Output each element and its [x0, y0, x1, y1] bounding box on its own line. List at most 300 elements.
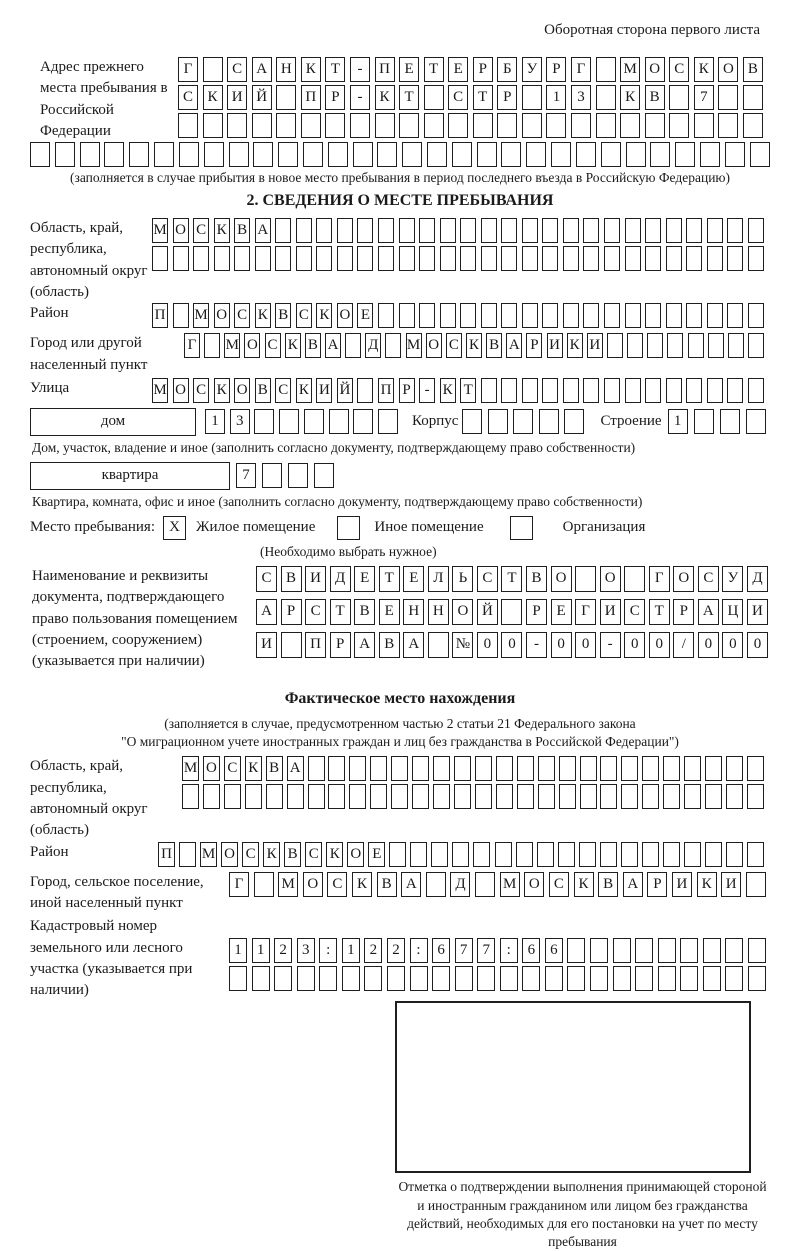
char-cell[interactable]: О — [337, 303, 353, 328]
char-cell[interactable]: О — [645, 57, 665, 82]
char-cell[interactable] — [419, 246, 435, 271]
char-cell[interactable]: Е — [448, 57, 468, 82]
char-cell[interactable]: - — [350, 57, 370, 82]
char-cell[interactable]: Е — [379, 599, 400, 625]
char-cell[interactable] — [604, 218, 620, 243]
char-cell[interactable] — [496, 784, 513, 809]
char-cell[interactable]: В — [379, 632, 400, 658]
char-cell[interactable] — [600, 784, 617, 809]
char-cell[interactable]: К — [620, 85, 640, 110]
char-cell[interactable] — [173, 246, 189, 271]
char-cell[interactable] — [669, 85, 689, 110]
char-cell[interactable] — [726, 784, 743, 809]
char-cell[interactable] — [475, 784, 492, 809]
char-cell[interactable] — [328, 756, 345, 781]
char-cell[interactable]: О — [303, 872, 323, 897]
char-cell[interactable]: К — [375, 85, 395, 110]
char-cell[interactable] — [224, 784, 241, 809]
char-cell[interactable]: С — [327, 872, 347, 897]
char-cell[interactable] — [308, 784, 325, 809]
char-cell[interactable]: Т — [330, 599, 351, 625]
char-cell[interactable] — [426, 872, 446, 897]
char-cell[interactable] — [460, 303, 476, 328]
char-cell[interactable]: Р — [673, 599, 694, 625]
char-cell[interactable] — [288, 463, 308, 488]
char-cell[interactable] — [475, 756, 492, 781]
char-cell[interactable] — [419, 303, 435, 328]
char-cell[interactable]: А — [287, 756, 304, 781]
char-cell[interactable] — [495, 842, 512, 867]
char-cell[interactable]: А — [401, 872, 421, 897]
char-cell[interactable] — [625, 378, 641, 403]
char-cell[interactable] — [663, 756, 680, 781]
char-cell[interactable] — [596, 113, 616, 138]
char-cell[interactable]: 0 — [575, 632, 596, 658]
char-cell[interactable] — [497, 113, 517, 138]
char-cell[interactable] — [488, 409, 508, 434]
char-cell[interactable]: Б — [497, 57, 517, 82]
char-cell[interactable] — [353, 409, 373, 434]
char-cell[interactable] — [580, 784, 597, 809]
char-cell[interactable]: 2 — [364, 938, 382, 963]
char-cell[interactable] — [542, 303, 558, 328]
char-cell[interactable]: О — [426, 333, 442, 358]
char-cell[interactable]: В — [275, 303, 291, 328]
char-cell[interactable] — [666, 218, 682, 243]
char-cell[interactable]: Р — [330, 632, 351, 658]
char-cell[interactable] — [700, 142, 720, 167]
char-cell[interactable]: С — [265, 333, 281, 358]
char-cell[interactable] — [517, 756, 534, 781]
stay-type-checkbox-residential[interactable]: X — [163, 516, 186, 540]
char-cell[interactable]: У — [722, 566, 743, 592]
char-cell[interactable]: С — [275, 378, 291, 403]
char-cell[interactable] — [281, 632, 302, 658]
char-cell[interactable] — [647, 333, 663, 358]
char-cell[interactable] — [254, 872, 274, 897]
char-cell[interactable] — [663, 784, 680, 809]
char-cell[interactable]: Д — [747, 566, 768, 592]
char-cell[interactable] — [688, 333, 704, 358]
char-cell[interactable]: В — [598, 872, 618, 897]
char-cell[interactable]: К — [214, 218, 230, 243]
char-cell[interactable] — [304, 409, 324, 434]
char-cell[interactable] — [748, 966, 766, 991]
char-cell[interactable] — [626, 142, 646, 167]
char-cell[interactable] — [542, 218, 558, 243]
char-cell[interactable] — [604, 303, 620, 328]
char-cell[interactable]: Р — [526, 333, 542, 358]
char-cell[interactable] — [669, 113, 689, 138]
char-cell[interactable]: С — [624, 599, 645, 625]
char-cell[interactable] — [590, 938, 608, 963]
char-cell[interactable]: К — [352, 872, 372, 897]
char-cell[interactable] — [720, 409, 740, 434]
char-cell[interactable] — [337, 246, 353, 271]
char-cell[interactable] — [378, 303, 394, 328]
char-cell[interactable]: С — [193, 378, 209, 403]
char-cell[interactable] — [203, 57, 223, 82]
char-cell[interactable]: А — [256, 599, 277, 625]
char-cell[interactable] — [245, 784, 262, 809]
char-cell[interactable]: О — [244, 333, 260, 358]
char-cell[interactable] — [279, 409, 299, 434]
char-cell[interactable] — [746, 409, 766, 434]
char-cell[interactable] — [743, 113, 763, 138]
char-cell[interactable]: Р — [281, 599, 302, 625]
char-cell[interactable]: А — [252, 57, 272, 82]
char-cell[interactable] — [391, 756, 408, 781]
char-cell[interactable] — [345, 333, 361, 358]
char-cell[interactable] — [645, 113, 665, 138]
char-cell[interactable] — [460, 218, 476, 243]
char-cell[interactable] — [325, 113, 345, 138]
char-cell[interactable] — [703, 938, 721, 963]
char-cell[interactable]: С — [448, 85, 468, 110]
char-cell[interactable] — [718, 85, 738, 110]
char-cell[interactable] — [707, 303, 723, 328]
char-cell[interactable] — [481, 303, 497, 328]
char-cell[interactable]: 1 — [668, 409, 688, 434]
char-cell[interactable] — [546, 113, 566, 138]
char-cell[interactable]: В — [743, 57, 763, 82]
char-cell[interactable] — [728, 333, 744, 358]
char-cell[interactable]: С — [446, 333, 462, 358]
char-cell[interactable] — [621, 784, 638, 809]
char-cell[interactable] — [563, 246, 579, 271]
char-cell[interactable] — [378, 246, 394, 271]
char-cell[interactable]: М — [193, 303, 209, 328]
char-cell[interactable]: Т — [325, 57, 345, 82]
char-cell[interactable]: Е — [551, 599, 572, 625]
char-cell[interactable]: Т — [649, 599, 670, 625]
char-cell[interactable] — [705, 842, 722, 867]
char-cell[interactable] — [477, 142, 497, 167]
char-cell[interactable]: С — [234, 303, 250, 328]
char-cell[interactable] — [173, 303, 189, 328]
char-cell[interactable] — [410, 966, 428, 991]
char-cell[interactable] — [254, 409, 274, 434]
char-cell[interactable]: 0 — [649, 632, 670, 658]
char-cell[interactable] — [319, 966, 337, 991]
char-cell[interactable] — [255, 246, 271, 271]
char-cell[interactable] — [743, 85, 763, 110]
char-cell[interactable] — [455, 966, 473, 991]
char-cell[interactable]: О — [234, 378, 250, 403]
char-cell[interactable] — [567, 938, 585, 963]
char-cell[interactable] — [624, 566, 645, 592]
char-cell[interactable] — [427, 142, 447, 167]
char-cell[interactable] — [353, 142, 373, 167]
char-cell[interactable] — [708, 333, 724, 358]
char-cell[interactable] — [308, 756, 325, 781]
char-cell[interactable]: 0 — [477, 632, 498, 658]
char-cell[interactable]: К — [697, 872, 717, 897]
char-cell[interactable]: П — [301, 85, 321, 110]
char-cell[interactable] — [30, 142, 50, 167]
char-cell[interactable] — [266, 784, 283, 809]
char-cell[interactable]: В — [354, 599, 375, 625]
char-cell[interactable] — [433, 756, 450, 781]
char-cell[interactable] — [684, 756, 701, 781]
char-cell[interactable] — [703, 966, 721, 991]
char-cell[interactable] — [522, 378, 538, 403]
char-cell[interactable]: М — [278, 872, 298, 897]
char-cell[interactable]: Р — [473, 57, 493, 82]
char-cell[interactable] — [747, 756, 764, 781]
char-cell[interactable]: Г — [184, 333, 200, 358]
char-cell[interactable] — [234, 246, 250, 271]
char-cell[interactable]: / — [673, 632, 694, 658]
stay-type-checkbox-organization[interactable] — [510, 516, 533, 540]
char-cell[interactable]: К — [203, 85, 223, 110]
char-cell[interactable] — [350, 113, 370, 138]
char-cell[interactable] — [328, 784, 345, 809]
char-cell[interactable]: 0 — [624, 632, 645, 658]
char-cell[interactable] — [399, 113, 419, 138]
char-cell[interactable]: Н — [276, 57, 296, 82]
char-cell[interactable]: К — [214, 378, 230, 403]
char-cell[interactable] — [513, 409, 533, 434]
char-cell[interactable]: К — [285, 333, 301, 358]
char-cell[interactable] — [154, 142, 174, 167]
char-cell[interactable]: П — [305, 632, 326, 658]
char-cell[interactable]: 2 — [387, 938, 405, 963]
char-cell[interactable] — [725, 966, 743, 991]
char-cell[interactable] — [287, 784, 304, 809]
char-cell[interactable]: А — [354, 632, 375, 658]
char-cell[interactable]: М — [182, 756, 199, 781]
char-cell[interactable] — [274, 966, 292, 991]
char-cell[interactable]: В — [377, 872, 397, 897]
char-cell[interactable]: К — [567, 333, 583, 358]
char-cell[interactable]: П — [152, 303, 168, 328]
char-cell[interactable]: С — [296, 303, 312, 328]
char-cell[interactable] — [538, 756, 555, 781]
char-cell[interactable]: С — [549, 872, 569, 897]
char-cell[interactable]: 7 — [694, 85, 714, 110]
char-cell[interactable]: И — [227, 85, 247, 110]
char-cell[interactable] — [179, 142, 199, 167]
char-cell[interactable] — [349, 756, 366, 781]
char-cell[interactable]: В — [645, 85, 665, 110]
char-cell[interactable]: Ц — [722, 599, 743, 625]
char-cell[interactable]: К — [255, 303, 271, 328]
char-cell[interactable]: Р — [325, 85, 345, 110]
char-cell[interactable] — [571, 113, 591, 138]
char-cell[interactable]: О — [221, 842, 238, 867]
char-cell[interactable] — [576, 142, 596, 167]
char-cell[interactable] — [575, 566, 596, 592]
char-cell[interactable] — [583, 303, 599, 328]
char-cell[interactable] — [424, 85, 444, 110]
char-cell[interactable]: А — [698, 599, 719, 625]
char-cell[interactable] — [522, 113, 542, 138]
char-cell[interactable] — [620, 113, 640, 138]
char-cell[interactable]: В — [234, 218, 250, 243]
char-cell[interactable] — [747, 784, 764, 809]
char-cell[interactable]: Е — [368, 842, 385, 867]
char-cell[interactable] — [227, 113, 247, 138]
char-cell[interactable] — [725, 142, 745, 167]
char-cell[interactable] — [55, 142, 75, 167]
char-cell[interactable] — [748, 218, 764, 243]
char-cell[interactable]: Р — [546, 57, 566, 82]
char-cell[interactable]: Г — [571, 57, 591, 82]
char-cell[interactable]: 0 — [551, 632, 572, 658]
char-cell[interactable]: Р — [526, 599, 547, 625]
char-cell[interactable] — [357, 378, 373, 403]
char-cell[interactable]: М — [152, 218, 168, 243]
char-cell[interactable] — [399, 246, 415, 271]
char-cell[interactable]: П — [158, 842, 175, 867]
char-cell[interactable] — [337, 218, 353, 243]
char-cell[interactable] — [399, 303, 415, 328]
char-cell[interactable] — [262, 463, 282, 488]
char-cell[interactable] — [275, 246, 291, 271]
char-cell[interactable] — [526, 142, 546, 167]
char-cell[interactable]: 6 — [545, 938, 563, 963]
char-cell[interactable]: С — [256, 566, 277, 592]
char-cell[interactable] — [645, 246, 661, 271]
char-cell[interactable] — [625, 218, 641, 243]
char-cell[interactable]: С — [698, 566, 719, 592]
char-cell[interactable] — [645, 378, 661, 403]
char-cell[interactable]: И — [256, 632, 277, 658]
char-cell[interactable] — [501, 246, 517, 271]
char-cell[interactable] — [625, 303, 641, 328]
char-cell[interactable] — [667, 333, 683, 358]
char-cell[interactable] — [563, 378, 579, 403]
char-cell[interactable] — [501, 142, 521, 167]
char-cell[interactable] — [203, 113, 223, 138]
char-cell[interactable]: Й — [337, 378, 353, 403]
char-cell[interactable] — [747, 842, 764, 867]
char-cell[interactable] — [686, 218, 702, 243]
char-cell[interactable]: Е — [399, 57, 419, 82]
char-cell[interactable] — [357, 246, 373, 271]
char-cell[interactable] — [477, 966, 495, 991]
char-cell[interactable]: В — [266, 756, 283, 781]
char-cell[interactable] — [252, 966, 270, 991]
char-cell[interactable]: Р — [399, 378, 415, 403]
char-cell[interactable]: 1 — [252, 938, 270, 963]
char-cell[interactable] — [385, 333, 401, 358]
char-cell[interactable] — [607, 333, 623, 358]
char-cell[interactable]: 7 — [236, 463, 256, 488]
char-cell[interactable]: С — [178, 85, 198, 110]
char-cell[interactable]: 6 — [432, 938, 450, 963]
char-cell[interactable]: И — [600, 599, 621, 625]
char-cell[interactable]: 1 — [229, 938, 247, 963]
char-cell[interactable] — [707, 246, 723, 271]
char-cell[interactable]: Г — [229, 872, 249, 897]
char-cell[interactable]: Л — [428, 566, 449, 592]
char-cell[interactable] — [301, 113, 321, 138]
char-cell[interactable] — [402, 142, 422, 167]
char-cell[interactable]: Т — [460, 378, 476, 403]
char-cell[interactable] — [432, 966, 450, 991]
char-cell[interactable]: Й — [477, 599, 498, 625]
char-cell[interactable] — [462, 409, 482, 434]
char-cell[interactable]: О — [524, 872, 544, 897]
char-cell[interactable]: : — [500, 938, 518, 963]
char-cell[interactable]: И — [747, 599, 768, 625]
char-cell[interactable]: К — [296, 378, 312, 403]
char-cell[interactable] — [297, 966, 315, 991]
char-cell[interactable] — [645, 218, 661, 243]
char-cell[interactable]: С — [477, 566, 498, 592]
char-cell[interactable] — [501, 378, 517, 403]
char-cell[interactable]: 7 — [477, 938, 495, 963]
char-cell[interactable] — [229, 142, 249, 167]
char-cell[interactable] — [204, 142, 224, 167]
char-cell[interactable] — [522, 303, 538, 328]
char-cell[interactable]: Д — [365, 333, 381, 358]
char-cell[interactable]: - — [526, 632, 547, 658]
char-cell[interactable] — [475, 872, 495, 897]
char-cell[interactable] — [663, 842, 680, 867]
char-cell[interactable] — [621, 842, 638, 867]
char-cell[interactable] — [440, 218, 456, 243]
char-cell[interactable] — [684, 784, 701, 809]
char-cell[interactable] — [658, 966, 676, 991]
char-cell[interactable]: К — [326, 842, 343, 867]
char-cell[interactable] — [600, 842, 617, 867]
char-cell[interactable]: М — [200, 842, 217, 867]
char-cell[interactable]: С — [193, 218, 209, 243]
char-cell[interactable] — [182, 784, 199, 809]
char-cell[interactable]: Й — [252, 85, 272, 110]
char-cell[interactable] — [276, 113, 296, 138]
char-cell[interactable]: Т — [501, 566, 522, 592]
char-cell[interactable] — [428, 632, 449, 658]
char-cell[interactable] — [635, 938, 653, 963]
char-cell[interactable] — [448, 113, 468, 138]
char-cell[interactable] — [559, 784, 576, 809]
char-cell[interactable] — [500, 966, 518, 991]
char-cell[interactable]: 1 — [546, 85, 566, 110]
char-cell[interactable] — [178, 113, 198, 138]
char-cell[interactable] — [329, 409, 349, 434]
char-cell[interactable]: С — [305, 842, 322, 867]
char-cell[interactable]: М — [620, 57, 640, 82]
char-cell[interactable] — [707, 218, 723, 243]
char-cell[interactable]: 0 — [501, 632, 522, 658]
char-cell[interactable] — [538, 784, 555, 809]
char-cell[interactable] — [431, 842, 448, 867]
char-cell[interactable] — [583, 218, 599, 243]
char-cell[interactable] — [275, 218, 291, 243]
char-cell[interactable]: Д — [330, 566, 351, 592]
char-cell[interactable]: А — [623, 872, 643, 897]
char-cell[interactable] — [410, 842, 427, 867]
char-cell[interactable]: В — [284, 842, 301, 867]
char-cell[interactable] — [596, 57, 616, 82]
char-cell[interactable] — [694, 409, 714, 434]
char-cell[interactable] — [680, 966, 698, 991]
char-cell[interactable] — [537, 842, 554, 867]
char-cell[interactable] — [389, 842, 406, 867]
char-cell[interactable] — [516, 842, 533, 867]
char-cell[interactable] — [314, 463, 334, 488]
char-cell[interactable] — [748, 303, 764, 328]
char-cell[interactable] — [378, 409, 398, 434]
char-cell[interactable]: А — [506, 333, 522, 358]
char-cell[interactable]: Н — [403, 599, 424, 625]
char-cell[interactable] — [707, 378, 723, 403]
char-cell[interactable] — [748, 333, 764, 358]
